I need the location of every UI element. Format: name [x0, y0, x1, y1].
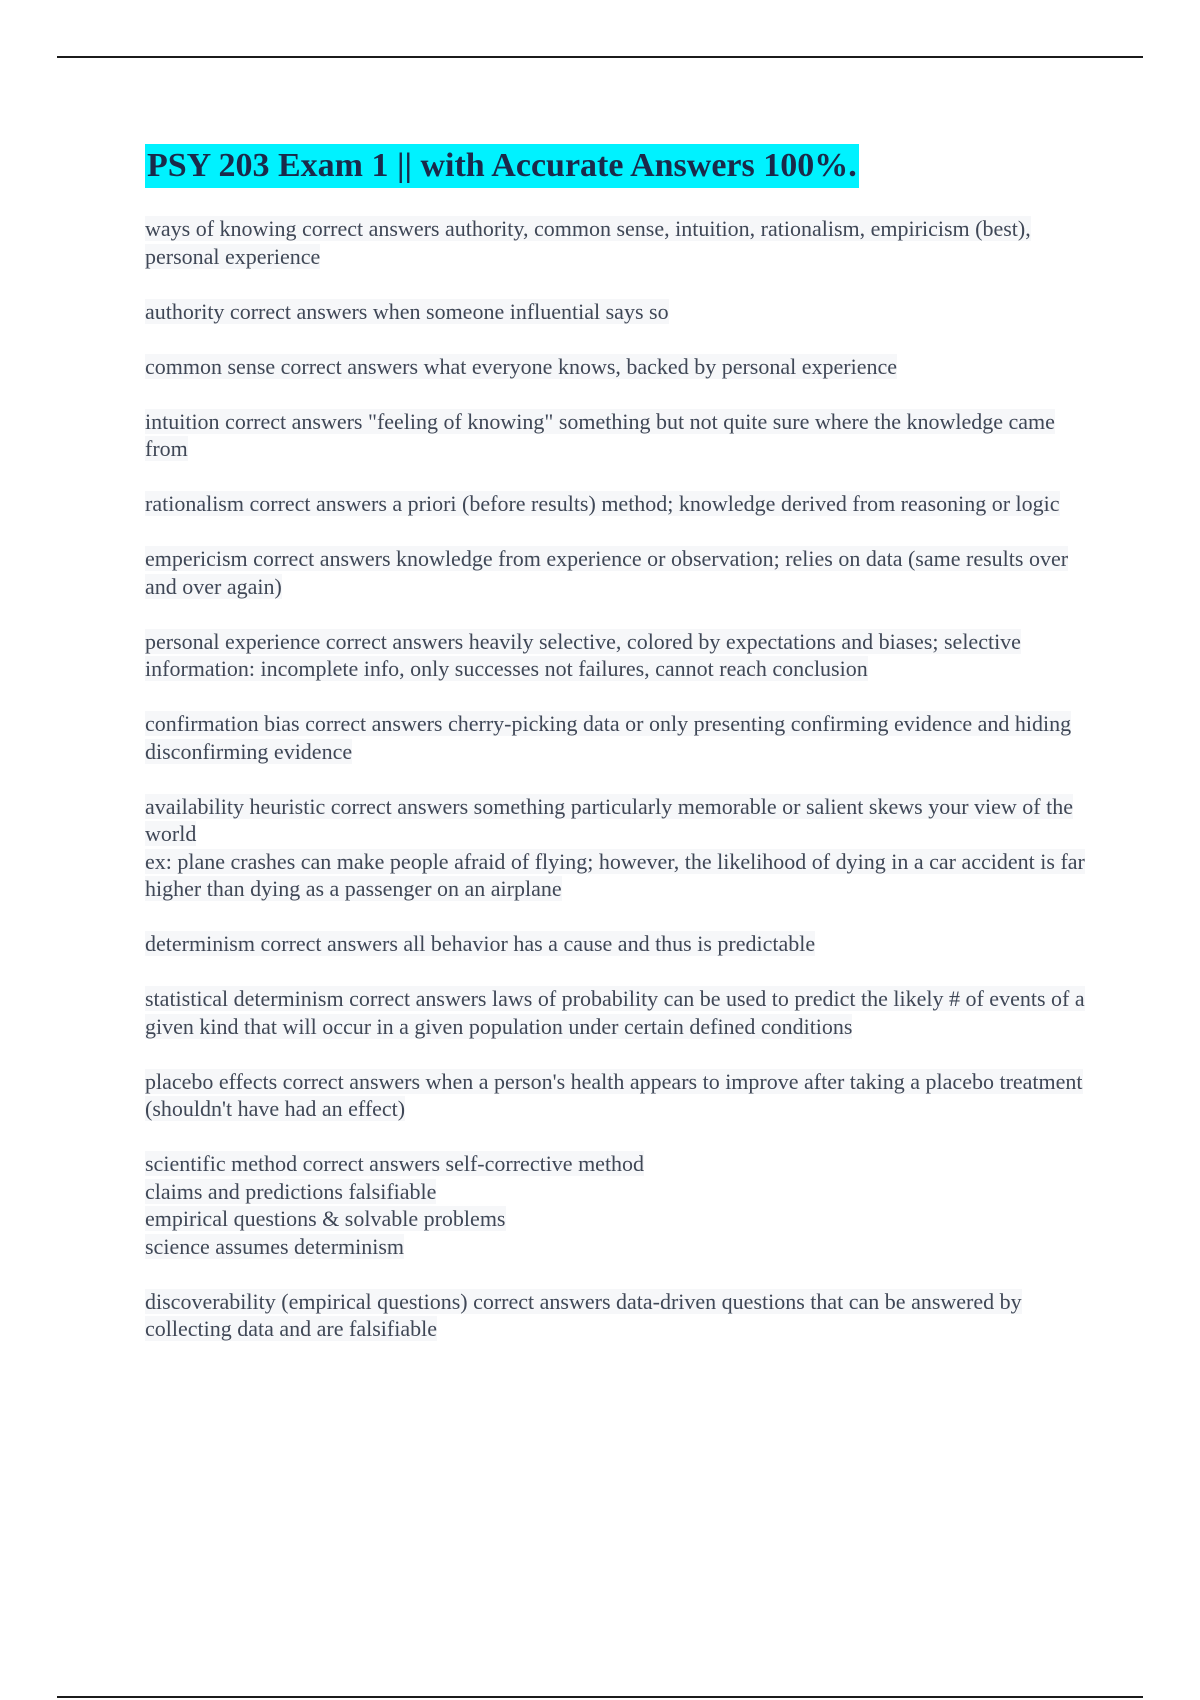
qa-entry-authority: authority correct answers when someone influential says so [145, 298, 669, 324]
qa-entry-common-sense: common sense correct answers what everyone knows, backed by personal experience [145, 353, 897, 379]
qa-entry-empericism: empericism correct answers knowledge from experience or observation; relies on data (same results over and over again) [145, 546, 1069, 599]
qa-entry-statistical-determinism: statistical determinism correct answers laws of probability can be used to predict the likely # of events of a given kind that will occur in a given population under certain defined conditions [145, 986, 1085, 1039]
qa-entry-discoverability: discoverability (empirical questions) correct answers data-driven questions that can be answered by collecting data and are falsifiable [145, 1288, 1022, 1341]
qa-entry-placebo-effects: placebo effects correct answers when a person's health appears to improve after taking a placebo treatment (shouldn't have had an effect) [145, 1068, 1083, 1121]
qa-entry-availability-heuristic: availability heuristic correct answers something particularly memorable or salient skews your view of the world ex: plane crashes can make people afraid of flying; however, the likelihood of dying in a car accident is far higher than dying as a passenger on an airplane [145, 793, 1085, 901]
qa-entry-intuition: intuition correct answers "feeling of knowing" something but not quite sure where the knowledge came from [145, 408, 1055, 461]
document-title: PSY 203 Exam 1 || with Accurate Answers 100%. [145, 144, 859, 188]
qa-entry-personal-experience: personal experience correct answers heavily selective, colored by expectations and biases; selective information: incomplete info, only successes not failures, cannot reach conclusion [145, 628, 1021, 681]
top-divider [57, 56, 1143, 58]
qa-entry-confirmation-bias: confirmation bias correct answers cherry-picking data or only presenting confirming evidence and hiding disconfirming evidence [145, 711, 1072, 764]
qa-entry-rationalism: rationalism correct answers a priori (before results) method; knowledge derived from reasoning or logic [145, 491, 1060, 516]
document-body [145, 144, 1085, 1370]
qa-entry-scientific-method: scientific method correct answers self-corrective method claims and predictions falsifiable empirical questions & solvable problems science assumes determinism [145, 1151, 645, 1259]
qa-entry-determinism: determinism correct answers all behavior has a cause and thus is predictable [145, 931, 816, 956]
qa-entry-ways-of-knowing: ways of knowing correct answers authority, common sense, intuition, rationalism, empiricism (best), personal experience [145, 216, 1031, 269]
bottom-divider [57, 1696, 1143, 1698]
qa-list [145, 215, 1085, 1343]
